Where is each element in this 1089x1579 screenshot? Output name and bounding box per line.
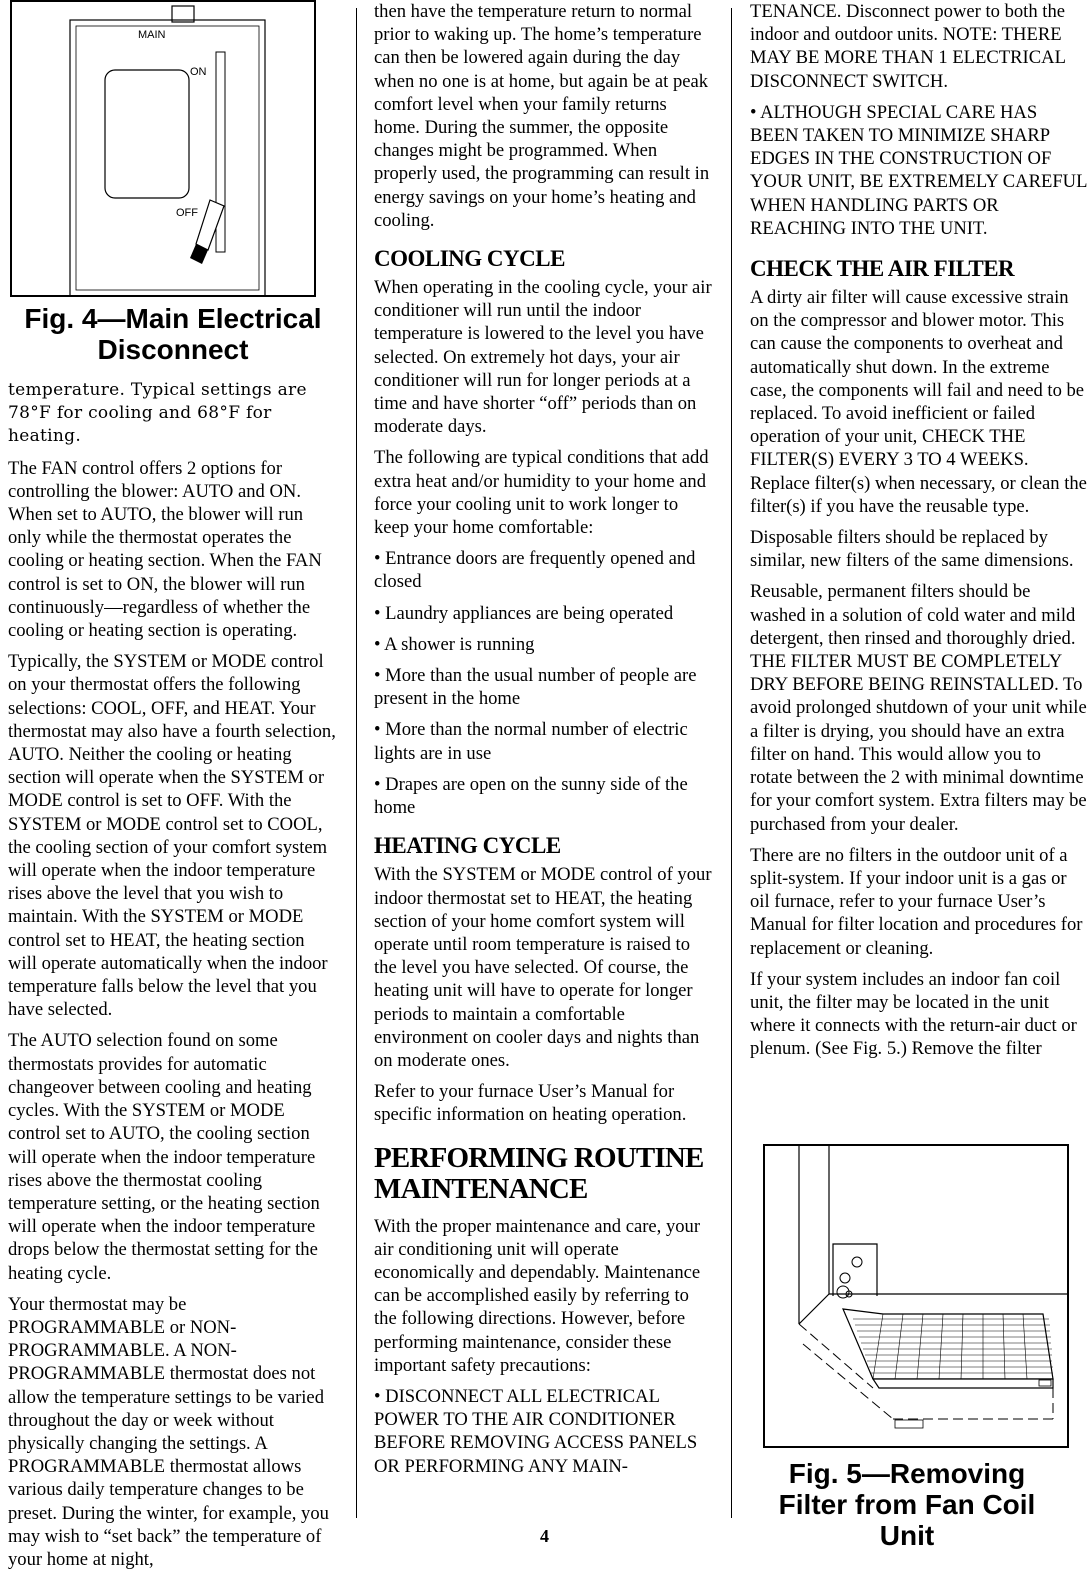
heading-heating-cycle: HEATING CYCLE — [374, 833, 561, 859]
col2-paragraph: • DISCONNECT ALL ELECTRICAL POWER TO THE AIR CONDITIONER BEFORE REMOVING ACCESS PANELS OR PERFORMING ANY MAIN- — [374, 1385, 698, 1477]
column-rule-1 — [356, 8, 357, 1518]
page-number: 4 — [540, 1526, 549, 1546]
column-2 — [374, 0, 714, 1486]
col3-paragraph: • ALTHOUGH SPECIAL CARE HAS BEEN TAKEN TO MINIMIZE SHARP EDGES IN THE CONSTRUCTION OF YOUR UNIT, BE EXTREMELY CAREFUL WHEN HANDLING PARTS OR REACHING INTO THE UNIT. — [750, 101, 1087, 239]
bullet-item: • Drapes are open on the sunny side of the home — [374, 773, 688, 819]
bullet-item: • A shower is running — [374, 633, 535, 655]
col2-paragraph: Refer to your furnace User’s Manual for specific information on heating operation. — [374, 1081, 687, 1126]
fig4-caption: Fig. 4—Main Electrical Disconnect — [24, 303, 322, 365]
fig5-fan-coil-illustration — [763, 1144, 1069, 1448]
heading-cooling-cycle: COOLING CYCLE — [374, 246, 565, 272]
col1-paragraph: Typically, the SYSTEM or MODE control on your thermostat offers the following selections: COOL, OFF, and HEAT. Your thermostat may also have a fourth selection, AUTO. Neither the cooling or heating section will operate when the SYSTEM or MODE control is set to OFF. With the SYSTEM or MODE control set to COOL, the cooling section of your comfort system will operate when the indoor temperature rises above the level that you wish to maintain. With the SYSTEM or MODE control set to HEAT, the heating section will operate automatically when the indoor temperature falls below the level that you have selected. — [8, 651, 336, 1021]
col2-paragraph: With the SYSTEM or MODE control of your indoor thermostat set to HEAT, the heating section of your home comfort system will operate until room temperature is raised to the level you have selected. Of course, the heating unit will have to operate for longer periods to maintain a comfortable environment on cooler days and nights than on moderate ones. — [374, 864, 712, 1071]
col2-paragraph: When operating in the cooling cycle, your air conditioner will run until the indoor temperature is lowered to the level you have selected. On extremely hot days, your air conditioner will run for longer periods at a time and have shorter “off” periods than on moderate days. — [374, 277, 712, 438]
col1-paragraph: The AUTO selection found on some thermostats provides for automatic changeover between cooling and heating cycles. With the SYSTEM or MODE control set to AUTO, the cooling section will operate when the indoor temperature rises above the thermostat cooling temperature setting, or the heating section will operate when the indoor temperature drops below the thermostat setting for the heating cycle. — [8, 1030, 320, 1284]
col2-paragraph: The following are typical conditions that add extra heat and/or humidity to your home and force your cooling unit to work longer to keep your home comfortable: — [374, 447, 709, 539]
col3-paragraph: Disposable filters should be replaced by similar, new filters of the same dimensions. — [750, 527, 1074, 572]
bullet-item: • More than the usual number of people are present in the home — [374, 665, 697, 710]
bullet-item: • Laundry appliances are being operated — [374, 602, 674, 624]
fig4-disconnect-illustration — [10, 0, 316, 297]
heading-routine-maintenance: PERFORMING ROUTINE MAINTENANCE — [374, 1141, 704, 1205]
col3-paragraph: Reusable, permanent filters should be washed in a solution of cold water and mild detergent, then rinsed and thoroughly dried. THE FILTER MUST BE COMPLETELY DRY BEFORE BEING REINSTALLED. To avoid prolonged shutdown of your unit while a filter is drying, you should have an extra filter on hand. This would allow you to rotate between the 2 with minimal downtime for your comfort system. Extra filters may be purchased from your dealer. — [750, 581, 1087, 835]
fig4-on-label: ON — [190, 66, 207, 78]
fig5-caption: Fig. 5—Removing Filter from Fan Coil Unit — [778, 1458, 1036, 1551]
col2-paragraph: With the proper maintenance and care, your air conditioning unit will operate economically and dependably. Maintenance can be accomplished easily by referring to the following directions. However, before performing maintenance, consider these important safety precautions: — [374, 1215, 701, 1376]
fig5-block — [763, 1144, 1073, 1551]
heading-check-air-filter: CHECK THE AIR FILTER — [750, 256, 1015, 282]
column-rule-2 — [731, 8, 732, 1518]
col3-paragraph: TENANCE. Disconnect power to both the indoor and outdoor units. NOTE: THERE MAY BE MORE THAN 1 ELECTRICAL DISCONNECT SWITCH. — [750, 1, 1066, 92]
column-1 — [8, 0, 338, 1579]
bullet-item: • Entrance doors are frequently opened and closed — [374, 548, 696, 593]
fig4-main-label: MAIN — [138, 29, 166, 41]
col1-paragraph: Your thermostat may be PROGRAMMABLE or NON-PROGRAMMABLE. A NON-PROGRAMMABLE thermostat does not allow the temperature settings to be varied throughout the day or week without physically changing the settings. A PROGRAMMABLE thermostat allows various daily temperature changes to be preset. During the winter, for example, you may wish to “set back” the temperature of your home at night, — [8, 1293, 329, 1570]
fig4-off-label: OFF — [176, 207, 198, 219]
col3-paragraph: There are no filters in the outdoor unit of a split-system. If your indoor unit is a gas or oil furnace, refer to your furnace User’s Manual for filter location and procedures for replacement or cleaning. — [750, 844, 1083, 959]
col1-paragraph: temperature. Typical settings are 78°F for cooling and 68°F for heating. — [8, 380, 307, 447]
col3-paragraph: A dirty air filter will cause excessive strain on the compressor and blower motor. This can cause the components to overheat and automatically shut down. In the extreme case, the components will fail and need to be replaced. To avoid inefficient or failed operation of your unit, CHECK THE FILTER(S) EVERY 3 TO 4 WEEKS. Replace filter(s) when necessary, or clean the filter(s) if you have the reusable type. — [750, 287, 1087, 517]
col2-paragraph: then have the temperature return to normal prior to waking up. The home’s temperature can then be lowered again during the day when no one is at home, but again be at peak comfort level when your family returns home. During the summer, the opposite changes might be programmed. When properly used, the programming can result in energy savings on your home’s heating and cooling. — [374, 1, 710, 231]
col1-paragraph: The FAN control offers 2 options for controlling the blower: AUTO and ON. When set to AUTO, the blower will run only while the thermostat operates the cooling or heating section. When the FAN control is set to ON, the blower will run continuously—regardless of whether the cooling or heating section is operating. — [8, 457, 322, 642]
column-3 — [750, 0, 1087, 1069]
bullet-item: • More than the normal number of electric lights are in use — [374, 719, 688, 764]
col3-paragraph: If your system includes an indoor fan coil unit, the filter may be located in the unit where it connects with the return-air duct or plenum. (See Fig. 5.) Remove the filter — [750, 968, 1077, 1060]
